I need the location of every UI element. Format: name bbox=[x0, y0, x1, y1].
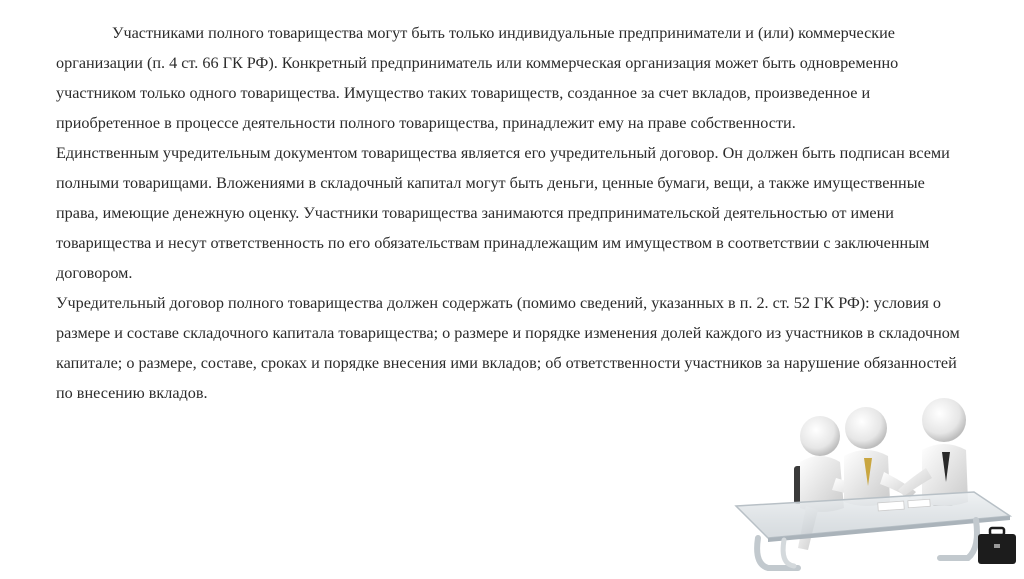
paragraph-contract-contents: Учредительный договор полного товарищества должен содержать (помимо сведений, указанных в п. 2. ст. 52 ГК РФ): условия о размере и составе складочного капитала товарищества; о размере и порядке изменения долей каждого из участников в складочном капитале; о размере, составе, сроках и порядке внесения ими вкладов; об ответственности участников за нарушение обязанностей по внесению вкладов. bbox=[56, 294, 960, 402]
document-body bbox=[56, 18, 971, 408]
figure-right bbox=[898, 398, 968, 506]
glass-table bbox=[736, 492, 1010, 568]
business-meeting-figures-icon bbox=[728, 398, 1020, 574]
meeting-illustration-svg bbox=[728, 398, 1020, 574]
paragraph-participants: Участниками полного товарищества могут быть только индивидуальные предприниматели и (или) коммерческие организации (п. 4 ст. 66 ГК РФ). Конкретный предприниматель или коммерческая организация может быть одновременно участником только одного товарищества. Имущество таких товариществ, созданное за счет вкладов, произведенное и приобретенное в процессе деятельности полного товарищества, принадлежит ему на праве собственности. bbox=[56, 24, 899, 132]
paragraph-founding-document: Единственным учредительным документом товарищества является его учредительный договор. Он должен быть подписан всеми полными товарищами. Вложениями в складочный капитал могут быть деньги, ценные бумаги, вещи, а также имущественные права, имеющие денежную оценку. Участники товарищества занимаются предпринимательской деятельностью от имени товарищества и несут ответственность по его обязательствам принадлежащим им имуществом в соответствии с заключенным договором. bbox=[56, 144, 950, 282]
briefcase-icon bbox=[978, 528, 1016, 564]
